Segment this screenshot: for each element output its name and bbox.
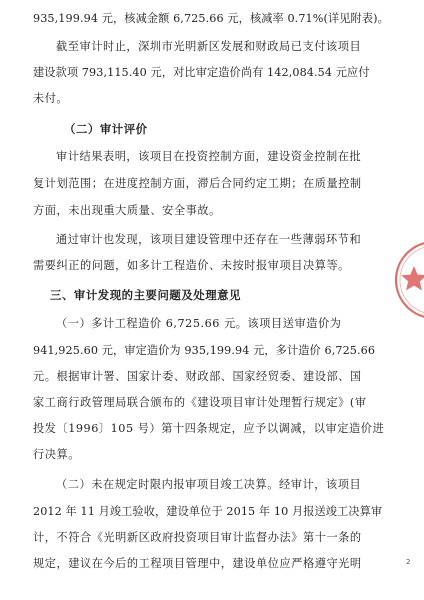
text-line: （一）多计工程造价 6,725.66 元。该项目送审造价为 — [56, 317, 342, 330]
text-line: 审计结果表明，该项目在投资控制方面，建设资金控制在批 — [56, 150, 362, 163]
text-line: 935,199.94 元，核减金额 6,725.66 元，核减率 0.71%(详见附表)。 — [33, 12, 389, 25]
text-line: 方面，未出现重大质量、安全事故。 — [33, 204, 221, 217]
text-line: 建设款项 793,115.40 元，对比审定造价尚有 142,084.54 元应付 — [33, 66, 370, 79]
page-number: 2 — [406, 558, 411, 566]
text-line: （二）未在规定时限内报审项目竣工决算。经审计，该项目 — [56, 478, 362, 491]
text-line: 通过审计也发现，该项目建设管理中还存在一些薄弱环节和 — [56, 233, 362, 246]
text-line: 复计划范围；在进度控制方面，滞后合同约定工期；在质量控制 — [33, 177, 362, 190]
text-line: 规定，建议在今后的工程项目管理中，建设单位应严格遵守光明 — [33, 557, 362, 570]
section-heading: 三、审计发现的主要问题及处理意见 — [50, 288, 242, 302]
text-line: 元。根据审计署、国家计委、财政部、国家经贸委、建设部、国 — [33, 370, 362, 383]
seal-star-icon — [401, 266, 424, 290]
text-line: 941,925.60 元，审定造价为 935,199.94 元，多计造价 6,725.66 — [33, 344, 376, 357]
official-seal — [388, 232, 424, 328]
text-line: 2012 年 11 月竣工验收，建设单位于 2015 年 10 月报送竣工决算审 — [33, 505, 383, 518]
text-line: 需要纠正的问题，如多计工程造价、未按时报审项目决算等。 — [33, 259, 350, 272]
text-line: 截至审计时止，深圳市光明新区发展和财政局已支付该项目 — [56, 40, 362, 53]
text-line: 家工商行政管理局联合颁布的《建设项目审计处理暂行规定》(审 — [33, 396, 367, 409]
text-line: 行决算。 — [33, 448, 80, 461]
section-heading: （二）审计评价 — [64, 122, 148, 136]
text-line: 投发〔1996〕105 号）第十四条规定，应予以调减，以审定造价进 — [33, 422, 385, 435]
text-line: 未付。 — [33, 92, 69, 105]
text-line: 计，不符合《光明新区政府投资项目审计监督办法》第十一条的 — [33, 531, 362, 544]
